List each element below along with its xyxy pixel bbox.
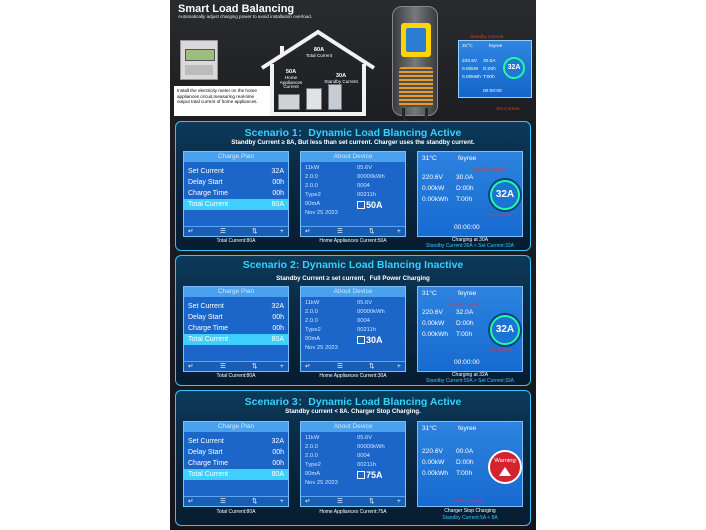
dev-home-current xyxy=(357,335,383,345)
plus-icon: + xyxy=(280,498,284,505)
plan-total-value: 80A xyxy=(271,471,284,478)
charger-amps: 30.0A xyxy=(456,174,474,181)
dev-hw: 2.0.0 xyxy=(305,444,318,450)
plan-total-value: 80A xyxy=(271,201,284,208)
plan-total-label: Total Current xyxy=(188,471,229,478)
scenario-1-title: Scenario 1：Dynamic Load Blancing Active xyxy=(244,127,462,139)
charge-plan-title: Charge Plan xyxy=(184,152,288,162)
warning-triangle-icon xyxy=(499,467,511,476)
standby-current-caption: Standby Current xyxy=(324,78,358,84)
home-icon xyxy=(357,201,365,209)
dev-type: Type2 xyxy=(305,462,321,468)
meter-install-note: Install the electricity meter on the home appliances circuit,measuring real-time output total current of home appliances. xyxy=(174,86,270,116)
dev-type: Type2 xyxy=(305,192,321,198)
scenario-2-charge-caption: Charging at 32A xyxy=(451,372,489,378)
charger-delay: D:00h xyxy=(456,459,474,466)
dev-energy: 00000kWh xyxy=(357,309,385,315)
dev-energy: 00000kWh xyxy=(357,444,385,450)
mini-standby-label: Standby Current xyxy=(470,34,504,39)
plan-set-value: 32A xyxy=(271,168,284,175)
dev-hw: 2.0.0 xyxy=(305,309,318,315)
scenario-1-subtitle: Standby Current ≥ 8A, But less than set current. Charger uses the standby current. xyxy=(231,139,475,146)
plan-footer xyxy=(184,361,288,371)
charger-screen-icon xyxy=(401,23,431,57)
charger-kwh: 0.00kWh xyxy=(422,196,449,203)
mini-voltage: 220.6V xyxy=(462,59,478,64)
load-balancing-poster xyxy=(170,0,536,530)
plan-ctime-row xyxy=(184,188,288,199)
mini-kwh: 0.00kWh xyxy=(462,75,481,80)
dev-date: Nov 25 2023 xyxy=(305,210,338,216)
standby-current-value: 30A xyxy=(335,73,347,79)
scenario-2-total-caption: Total Current:80A xyxy=(216,373,256,379)
charge-plan-title: Charge Plan xyxy=(184,287,288,297)
charge-plan-title: Charge Plan xyxy=(184,422,288,432)
plan-delay-row xyxy=(184,177,288,188)
plan-set-value: 32A xyxy=(271,438,284,445)
charger-time-h: T:00h xyxy=(456,470,473,477)
scenario-3-charge-caption: Charger Stop Charging xyxy=(444,508,496,514)
mini-amps: 30.0A xyxy=(483,59,496,64)
charger-temp: 31°C xyxy=(422,155,437,162)
about-device-screen xyxy=(300,286,406,372)
plan-delay-row xyxy=(184,447,288,458)
charger-screen xyxy=(417,151,523,237)
scenario-2-subtitle: Standby Current ≥ set current，Full Power Charging xyxy=(276,275,430,282)
mini-temp: 31°C xyxy=(462,44,473,49)
mini-brand: feyree xyxy=(489,44,503,49)
about-device-title: About Device xyxy=(301,152,405,162)
plan-total-row xyxy=(184,334,288,345)
scenario-3-compare-caption: Standby Current:5A < 8A xyxy=(442,515,498,521)
plan-delay-label: Delay Start xyxy=(188,449,223,456)
about-device-title: About Device xyxy=(301,287,405,297)
dev-hours: 00211h xyxy=(357,327,376,333)
charger-current-gauge: 32A xyxy=(490,315,520,345)
plan-footer xyxy=(184,496,288,506)
charger-amps: 32.0A xyxy=(456,309,474,316)
settings-icon: ⇅ xyxy=(369,363,375,370)
charge-plan-screen xyxy=(183,286,289,372)
dev-volt: 05.6V xyxy=(357,300,373,306)
charger-voltage: 220.6V xyxy=(422,174,443,181)
about-device-screen xyxy=(300,421,406,507)
scenario-1-compare-caption: Standby Current:30A < Set Current:32A xyxy=(426,243,514,249)
plan-ctime-label: Charge Time xyxy=(188,190,229,197)
limited-current-label: Limited Current xyxy=(454,498,484,503)
ev-charger-image xyxy=(392,6,438,116)
plan-ctime-value: 00h xyxy=(272,325,284,332)
plus-icon: + xyxy=(397,228,401,235)
about-device-title: About Device xyxy=(301,422,405,432)
home-current-caption2: Appliances Current xyxy=(279,79,303,90)
plan-ctime-row xyxy=(184,458,288,469)
scenario-2 xyxy=(175,255,531,386)
settings-icon: ⇅ xyxy=(252,228,258,235)
charger-kwh: 0.00kWh xyxy=(422,470,449,477)
total-current-caption: Total Current xyxy=(305,52,333,58)
charger-current-gauge: 32A xyxy=(490,180,520,210)
dev-fw: 2.0.0 xyxy=(305,183,318,189)
dev-footer xyxy=(301,361,405,371)
back-icon: ↵ xyxy=(305,228,311,235)
dev-power: 11kW xyxy=(305,300,320,306)
dev-volt: 05.6V xyxy=(357,435,373,441)
home-current-caption1: Home xyxy=(284,74,298,80)
dev-date: Nov 25 2023 xyxy=(305,480,338,486)
scenario-1-home-caption: Home Appliances Current:50A xyxy=(319,238,387,244)
dev-type: Type2 xyxy=(305,327,321,333)
poster-title: Smart Load Balancing xyxy=(178,3,295,15)
plan-delay-value: 00h xyxy=(272,179,284,186)
dev-leak: 00mA xyxy=(305,336,321,342)
charger-screen xyxy=(417,421,523,507)
back-icon: ↵ xyxy=(305,363,311,370)
plus-icon: + xyxy=(280,363,284,370)
plan-delay-label: Delay Start xyxy=(188,179,223,186)
charger-time-h: T:00h xyxy=(456,331,473,338)
list-icon: ☰ xyxy=(220,498,226,505)
charger-clock: 00:00:00 xyxy=(454,359,480,366)
charger-kw: 0.00kW xyxy=(422,320,445,327)
mini-set-label: Set Current xyxy=(496,106,520,111)
charger-standby-label: Standby Current xyxy=(474,167,506,172)
scenario-2-home-caption: Home Appliances Current:30A xyxy=(319,373,387,379)
total-current-value: 80A xyxy=(313,47,325,53)
back-icon: ↵ xyxy=(188,228,194,235)
dev-home-value: 30A xyxy=(366,335,383,345)
plan-ctime-value: 00h xyxy=(272,460,284,467)
plan-set-label: Set Current xyxy=(188,168,224,175)
charger-screen xyxy=(417,286,523,372)
plan-footer xyxy=(184,226,288,236)
scenario-3-subtitle: Standby current < 8A. Charger Stop Charging. xyxy=(285,408,421,415)
total-current-label xyxy=(304,48,334,59)
dev-count: 0004 xyxy=(357,318,370,324)
house-diagram xyxy=(258,28,378,116)
plan-total-label: Total Current xyxy=(188,201,229,208)
scenario-2-compare-caption: Standby Current:50A > Set Current:32A xyxy=(426,378,514,384)
poster-subtitle: Automatically adjust charging power to avoid installation overload. xyxy=(178,14,313,19)
charger-voltage: 220.6V xyxy=(422,448,443,455)
settings-icon: ⇅ xyxy=(369,498,375,505)
scenario-3-total-caption: Total Current:80A xyxy=(216,509,256,515)
list-icon: ☰ xyxy=(220,228,226,235)
charger-delay: D:00h xyxy=(456,320,474,327)
warning-label: Warning xyxy=(494,458,516,464)
home-icon xyxy=(357,471,365,479)
dev-leak: 00mA xyxy=(305,201,321,207)
charger-set-label: Set Current xyxy=(488,212,510,217)
charger-brand: feyree xyxy=(458,290,477,297)
mini-clock: 00:00:00 xyxy=(483,89,502,94)
dev-hw: 2.0.0 xyxy=(305,174,318,180)
plan-delay-label: Delay Start xyxy=(188,314,223,321)
charger-kwh: 0.00kWh xyxy=(422,331,449,338)
dev-leak: 00mA xyxy=(305,471,321,477)
dev-home-value: 50A xyxy=(366,200,383,210)
charger-voltage: 220.6V xyxy=(422,309,443,316)
list-icon: ☰ xyxy=(337,363,343,370)
plan-delay-value: 00h xyxy=(272,449,284,456)
plan-delay-value: 00h xyxy=(272,314,284,321)
plan-ctime-label: Charge Time xyxy=(188,460,229,467)
dev-footer xyxy=(301,496,405,506)
scenario-3-home-caption: Home Appliances Current:75A xyxy=(319,509,387,515)
plan-ctime-value: 00h xyxy=(272,190,284,197)
charge-plan-screen xyxy=(183,421,289,507)
scenario-3 xyxy=(175,390,531,526)
mini-charger-screen xyxy=(458,40,532,98)
dev-date: Nov 25 2023 xyxy=(305,345,338,351)
dev-fw: 2.0.0 xyxy=(305,453,318,459)
dev-home-value: 75A xyxy=(366,470,383,480)
scenario-1-total-caption: Total Current:80A xyxy=(216,238,256,244)
dev-fw: 2.0.0 xyxy=(305,318,318,324)
list-icon: ☰ xyxy=(220,363,226,370)
plus-icon: + xyxy=(397,363,401,370)
charger-delay: D:00h xyxy=(456,185,474,192)
scenario-1 xyxy=(175,121,531,251)
charger-temp: 31°C xyxy=(422,290,437,297)
charger-temp: 31°C xyxy=(422,425,437,432)
charger-brand: feyree xyxy=(458,425,477,432)
warning-badge xyxy=(488,450,522,484)
fridge-icon xyxy=(328,84,342,110)
home-current-label xyxy=(272,70,310,90)
plan-set-label: Set Current xyxy=(188,438,224,445)
plus-icon: + xyxy=(280,228,284,235)
list-icon: ☰ xyxy=(337,498,343,505)
charge-plan-screen xyxy=(183,151,289,237)
plan-set-label: Set Current xyxy=(188,303,224,310)
list-icon: ☰ xyxy=(337,228,343,235)
plan-set-row xyxy=(184,436,288,447)
plan-total-row xyxy=(184,469,288,480)
plan-ctime-row xyxy=(184,323,288,334)
dev-count: 0004 xyxy=(357,453,370,459)
mini-current-gauge: 32A xyxy=(503,57,525,79)
charger-time-h: T:00h xyxy=(456,196,473,203)
plan-delay-row xyxy=(184,312,288,323)
scenario-2-title: Scenario 2: Dynamic Load Blancing Inactive xyxy=(242,259,464,271)
plan-total-value: 80A xyxy=(271,336,284,343)
about-device-screen xyxy=(300,151,406,237)
home-icon xyxy=(357,336,365,344)
mini-time-h: T:00h xyxy=(483,75,495,80)
washer-icon xyxy=(306,88,322,110)
dev-count: 0004 xyxy=(357,183,370,189)
scenario-1-charge-caption: Charging at 30A xyxy=(451,237,489,243)
dev-hours: 00211h xyxy=(357,462,376,468)
back-icon: ↵ xyxy=(305,498,311,505)
dev-power: 11kW xyxy=(305,165,320,171)
charger-set-label: Set Current xyxy=(490,347,512,352)
back-icon: ↵ xyxy=(188,498,194,505)
dev-footer xyxy=(301,226,405,236)
charger-amps: 00.0A xyxy=(456,448,474,455)
settings-icon: ⇅ xyxy=(252,498,258,505)
charger-grill-icon xyxy=(399,67,433,107)
plan-total-row xyxy=(184,199,288,210)
mini-delay: D:00h xyxy=(483,67,496,72)
tv-icon xyxy=(278,94,300,110)
settings-icon: ⇅ xyxy=(252,363,258,370)
dev-home-current xyxy=(357,200,383,210)
plan-set-row xyxy=(184,301,288,312)
plan-set-row xyxy=(184,166,288,177)
scenario-3-title: Scenario 3：Dynamic Load Blancing Active xyxy=(244,396,462,408)
charger-kw: 0.00kW xyxy=(422,459,445,466)
charger-standby-label: Standby Current xyxy=(448,302,480,307)
back-icon: ↵ xyxy=(188,363,194,370)
mini-kw: 0.00kW xyxy=(462,67,479,72)
charger-kw: 0.00kW xyxy=(422,185,445,192)
plan-set-value: 32A xyxy=(271,303,284,310)
plan-total-label: Total Current xyxy=(188,336,229,343)
dev-hours: 00211h xyxy=(357,192,376,198)
plus-icon: + xyxy=(397,498,401,505)
charger-brand: feyree xyxy=(458,155,477,162)
plan-ctime-label: Charge Time xyxy=(188,325,229,332)
home-current-value: 50A xyxy=(285,69,297,75)
dev-home-current xyxy=(357,470,383,480)
charger-clock: 00:00:00 xyxy=(454,224,480,231)
dev-power: 11kW xyxy=(305,435,320,441)
dev-volt: 05.6V xyxy=(357,165,373,171)
settings-icon: ⇅ xyxy=(369,228,375,235)
dev-energy: 00000kWh xyxy=(357,174,385,180)
electricity-meter-image xyxy=(180,40,218,80)
